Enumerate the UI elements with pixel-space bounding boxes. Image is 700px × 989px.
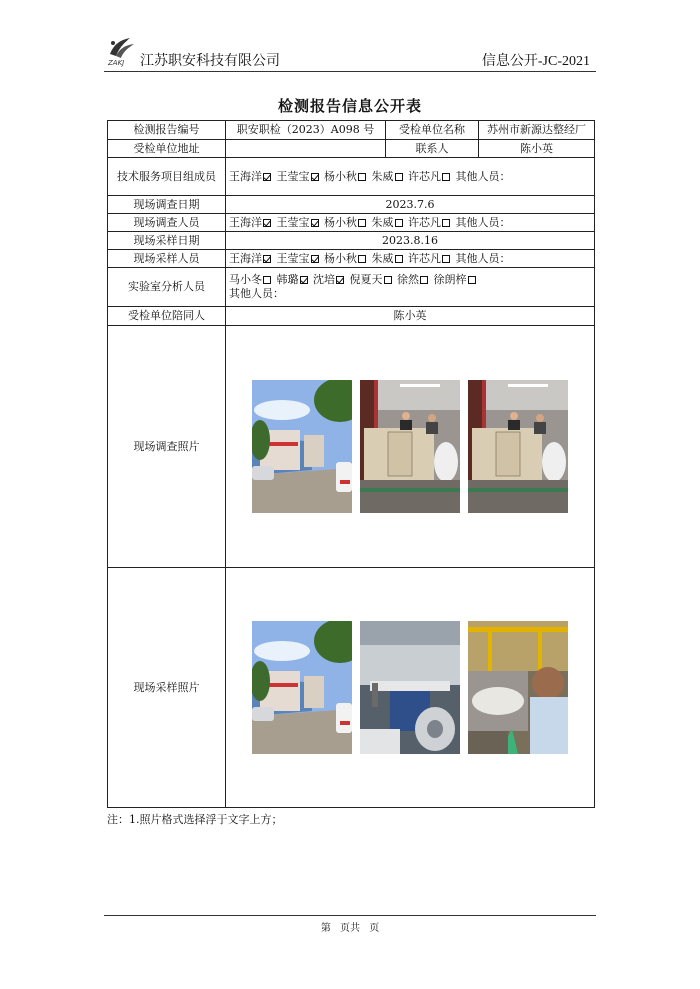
staff-item bbox=[408, 252, 456, 265]
unit-name-value: 苏州市新源达整经厂 bbox=[479, 121, 595, 140]
contact-label: 联系人 bbox=[386, 140, 479, 158]
staff-item bbox=[434, 273, 478, 286]
table-row bbox=[108, 250, 595, 268]
others-label: 其他人员： bbox=[455, 215, 511, 229]
unchecked-checkbox-icon bbox=[468, 276, 476, 284]
staff-name: 朱威 bbox=[371, 169, 394, 183]
contact-value: 陈小英 bbox=[479, 140, 595, 158]
unchecked-checkbox-icon bbox=[420, 276, 428, 284]
survey-photos-label: 现场调查照片 bbox=[108, 326, 226, 568]
staff-checklist bbox=[229, 216, 456, 229]
staff-name: 沈培 bbox=[313, 273, 335, 286]
escort-value: 陈小英 bbox=[226, 307, 595, 326]
checked-checkbox-icon bbox=[311, 219, 319, 227]
staff-name: 许芯凡 bbox=[408, 251, 441, 265]
staff-item bbox=[229, 216, 277, 229]
staff-item bbox=[324, 170, 372, 183]
checked-checkbox-icon bbox=[263, 255, 271, 263]
sampling-photos-cell bbox=[226, 568, 595, 808]
svg-text:ZAKJ: ZAKJ bbox=[108, 59, 125, 67]
staff-name: 许芯凡 bbox=[408, 169, 441, 183]
company-logo-icon bbox=[104, 34, 138, 68]
team-members bbox=[226, 158, 595, 196]
workshop-photo-image bbox=[468, 380, 568, 513]
page-number bbox=[0, 919, 700, 934]
staff-name: 王海洋 bbox=[229, 251, 262, 265]
workshop-photo-image bbox=[360, 380, 460, 513]
others-label: 其他人员： bbox=[229, 287, 284, 300]
survey-photos-cell bbox=[226, 326, 595, 568]
survey-staff bbox=[226, 214, 595, 232]
unchecked-checkbox-icon bbox=[384, 276, 392, 284]
staff-item bbox=[372, 216, 409, 229]
staff-checklist bbox=[229, 170, 456, 183]
staff-item bbox=[277, 273, 314, 286]
sampling-photos-label: 现场采样照片 bbox=[108, 568, 226, 808]
staff-name: 徐朗梓 bbox=[433, 273, 467, 286]
staff-name: 杨小秋 bbox=[324, 215, 357, 229]
survey-date-value: 2023.7.6 bbox=[226, 196, 595, 214]
report-no-value: 职安职检（2023）A098 号 bbox=[226, 121, 386, 140]
staff-item bbox=[229, 170, 277, 183]
machine-photo-image bbox=[360, 621, 460, 754]
lab-staff bbox=[226, 268, 595, 307]
table-row bbox=[108, 268, 595, 307]
staff-item bbox=[313, 273, 350, 286]
staff-item bbox=[372, 252, 409, 265]
table-row bbox=[108, 232, 595, 250]
company-name: 江苏职安科技有限公司 bbox=[140, 53, 280, 69]
unchecked-checkbox-icon bbox=[442, 219, 450, 227]
machine-photo-image bbox=[468, 621, 568, 754]
page-mid-label: 页共 bbox=[340, 923, 360, 934]
staff-name: 王莹宝 bbox=[276, 215, 310, 229]
survey-staff-label: 现场调查人员 bbox=[108, 214, 226, 232]
street-photo-image bbox=[252, 380, 352, 513]
unchecked-checkbox-icon bbox=[358, 219, 366, 227]
checked-checkbox-icon bbox=[311, 173, 319, 181]
staff-item bbox=[277, 252, 325, 265]
sampling-date-value: 2023.8.16 bbox=[226, 232, 595, 250]
unchecked-checkbox-icon bbox=[442, 173, 450, 181]
staff-item bbox=[229, 273, 277, 286]
page-label: 第 bbox=[320, 923, 331, 934]
staff-name: 朱威 bbox=[371, 251, 394, 265]
document-code: 信息公开-JC-2021 bbox=[481, 54, 590, 69]
staff-name: 韩璐 bbox=[276, 273, 299, 286]
staff-checklist bbox=[229, 252, 456, 265]
others-label: 其他人员： bbox=[455, 251, 511, 265]
staff-name: 王海洋 bbox=[229, 215, 262, 229]
table-row bbox=[108, 568, 595, 808]
table-row bbox=[108, 307, 595, 326]
staff-name: 杨小秋 bbox=[324, 169, 357, 183]
report-info-table bbox=[107, 120, 595, 808]
table-row bbox=[108, 140, 595, 158]
staff-name: 王莹宝 bbox=[276, 251, 310, 265]
unchecked-checkbox-icon bbox=[395, 219, 403, 227]
staff-name: 马小冬 bbox=[229, 273, 262, 286]
table-row bbox=[108, 326, 595, 568]
staff-item bbox=[277, 216, 325, 229]
sampling-date-label: 现场采样日期 bbox=[108, 232, 226, 250]
lab-checklist bbox=[229, 273, 591, 287]
table-row bbox=[108, 196, 595, 214]
table-row bbox=[108, 158, 595, 196]
unit-name-label: 受检单位名称 bbox=[386, 121, 479, 140]
checked-checkbox-icon bbox=[263, 219, 271, 227]
staff-item bbox=[350, 273, 398, 286]
footnote: 注：1.照片格式选择浮于文字上方； bbox=[107, 813, 283, 826]
table-row bbox=[108, 214, 595, 232]
checked-checkbox-icon bbox=[311, 255, 319, 263]
unchecked-checkbox-icon bbox=[395, 255, 403, 263]
staff-name: 杨小秋 bbox=[324, 251, 357, 265]
unchecked-checkbox-icon bbox=[358, 173, 366, 181]
checked-checkbox-icon bbox=[263, 173, 271, 181]
page-end-label: 页 bbox=[369, 923, 380, 934]
report-no-label: 检测报告编号 bbox=[108, 121, 226, 140]
staff-name: 王海洋 bbox=[229, 169, 262, 183]
staff-item bbox=[229, 252, 277, 265]
unchecked-checkbox-icon bbox=[263, 276, 271, 284]
sampling-staff bbox=[226, 250, 595, 268]
page-title: 检测报告信息公开表 bbox=[277, 97, 422, 115]
staff-item bbox=[277, 170, 325, 183]
team-label: 技术服务项目组成员 bbox=[108, 158, 226, 196]
page-header bbox=[104, 34, 596, 72]
table-row bbox=[108, 121, 595, 140]
address-value bbox=[226, 140, 386, 158]
staff-name: 朱威 bbox=[371, 215, 394, 229]
page-footer-rule bbox=[104, 915, 596, 916]
street-photo-image bbox=[252, 621, 352, 754]
staff-item bbox=[408, 216, 456, 229]
staff-item bbox=[397, 273, 434, 286]
escort-label: 受检单位陪同人 bbox=[108, 307, 226, 326]
staff-item bbox=[324, 216, 372, 229]
staff-item bbox=[408, 170, 456, 183]
lab-staff-label: 实验室分析人员 bbox=[108, 268, 226, 307]
survey-date-label: 现场调查日期 bbox=[108, 196, 226, 214]
staff-item bbox=[324, 252, 372, 265]
staff-name: 徐然 bbox=[397, 273, 419, 286]
staff-name: 王莹宝 bbox=[276, 169, 310, 183]
checked-checkbox-icon bbox=[300, 276, 308, 284]
unchecked-checkbox-icon bbox=[358, 255, 366, 263]
staff-name: 倪夏天 bbox=[349, 273, 383, 286]
sampling-staff-label: 现场采样人员 bbox=[108, 250, 226, 268]
unchecked-checkbox-icon bbox=[395, 173, 403, 181]
unchecked-checkbox-icon bbox=[442, 255, 450, 263]
staff-item bbox=[372, 170, 409, 183]
others-label: 其他人员： bbox=[455, 169, 511, 183]
staff-name: 许芯凡 bbox=[408, 215, 441, 229]
checked-checkbox-icon bbox=[336, 276, 344, 284]
address-label: 受检单位地址 bbox=[108, 140, 226, 158]
